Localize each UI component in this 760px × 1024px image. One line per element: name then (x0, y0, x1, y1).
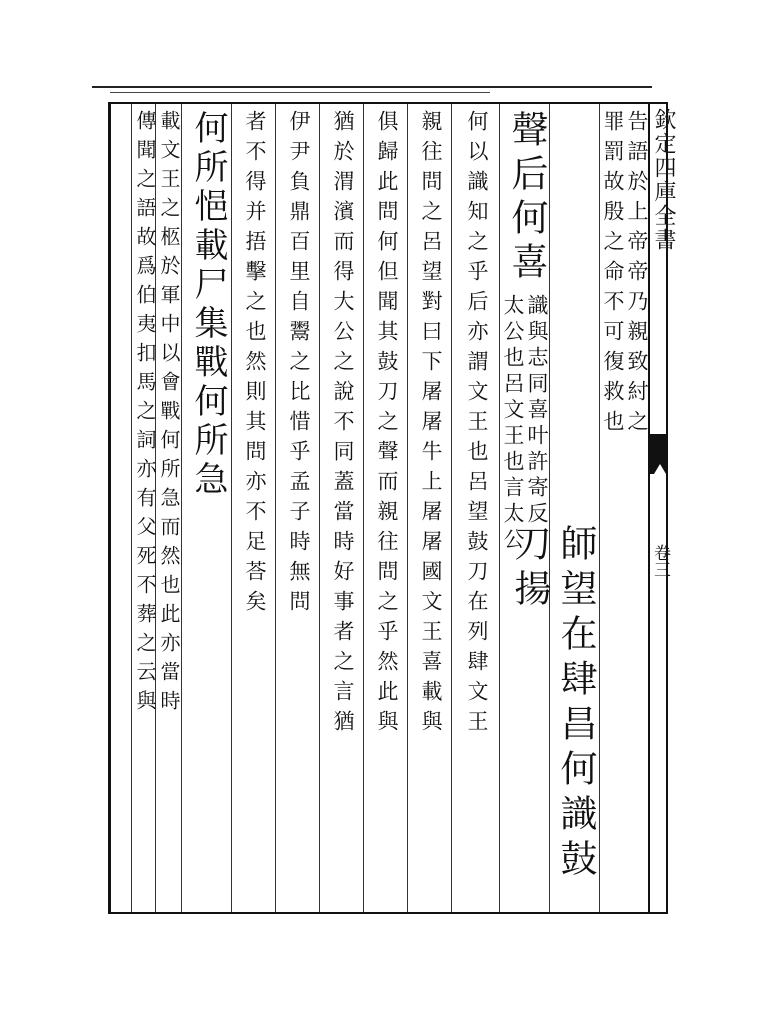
text-column (275, 104, 319, 912)
main-text: 何所悒載尸集戰何所急 (188, 110, 228, 500)
commentary-line: 太公也呂文王也言太公 (501, 294, 525, 554)
book-title: 欽定四庫全書 (651, 108, 676, 252)
text-column (499, 104, 549, 912)
commentary-line: 猶於渭濱而得大公之說不同蓋當時好事者之言猶 (331, 110, 355, 740)
text-column (451, 104, 499, 912)
scan-edge-line (110, 92, 490, 93)
text-column (407, 104, 451, 912)
commentary-line: 載文王之柩於軍中以會戰何所急而然也此亦當時 (157, 110, 181, 719)
commentary-line: 伊尹負鼎百里自鬻之比惜乎孟子時無問 (287, 110, 311, 620)
commentary-line: 者不得并捂擊之也然則其問亦不足荅矣 (243, 110, 267, 620)
text-column (599, 104, 648, 912)
text-column (363, 104, 407, 912)
commentary-line: 何以識知之乎后亦謂文王也呂望鼓刀在列肆文王 (465, 110, 489, 740)
commentary-line: 親往問之呂望對曰下屠屠牛上屠屠國文王喜載與 (419, 110, 443, 740)
volume-label: 卷三 (650, 544, 670, 578)
main-text: 師望在肆昌何識鼓刀揚 (508, 524, 597, 884)
scan-edge-line (92, 86, 652, 88)
commentary-line: 識與志同喜叶許寄反 (525, 294, 549, 528)
commentary-line: 罪罰故殷之命不可復救也 (601, 110, 625, 440)
commentary-line: 告語於上帝帝乃親致紂之 (625, 110, 649, 440)
commentary-line: 傳聞之語故爲伯夷扣馬之詞亦有父死不葬之云與 (133, 110, 157, 719)
main-text: 聲后何喜 (505, 110, 548, 286)
page-margin-strip (648, 102, 676, 914)
text-column (319, 104, 363, 912)
left-columns-overlay (108, 104, 248, 912)
fish-tail-notch (654, 464, 666, 474)
commentary-line: 俱歸此問何但聞其鼓刀之聲而親往問之乎然此與 (375, 110, 399, 740)
